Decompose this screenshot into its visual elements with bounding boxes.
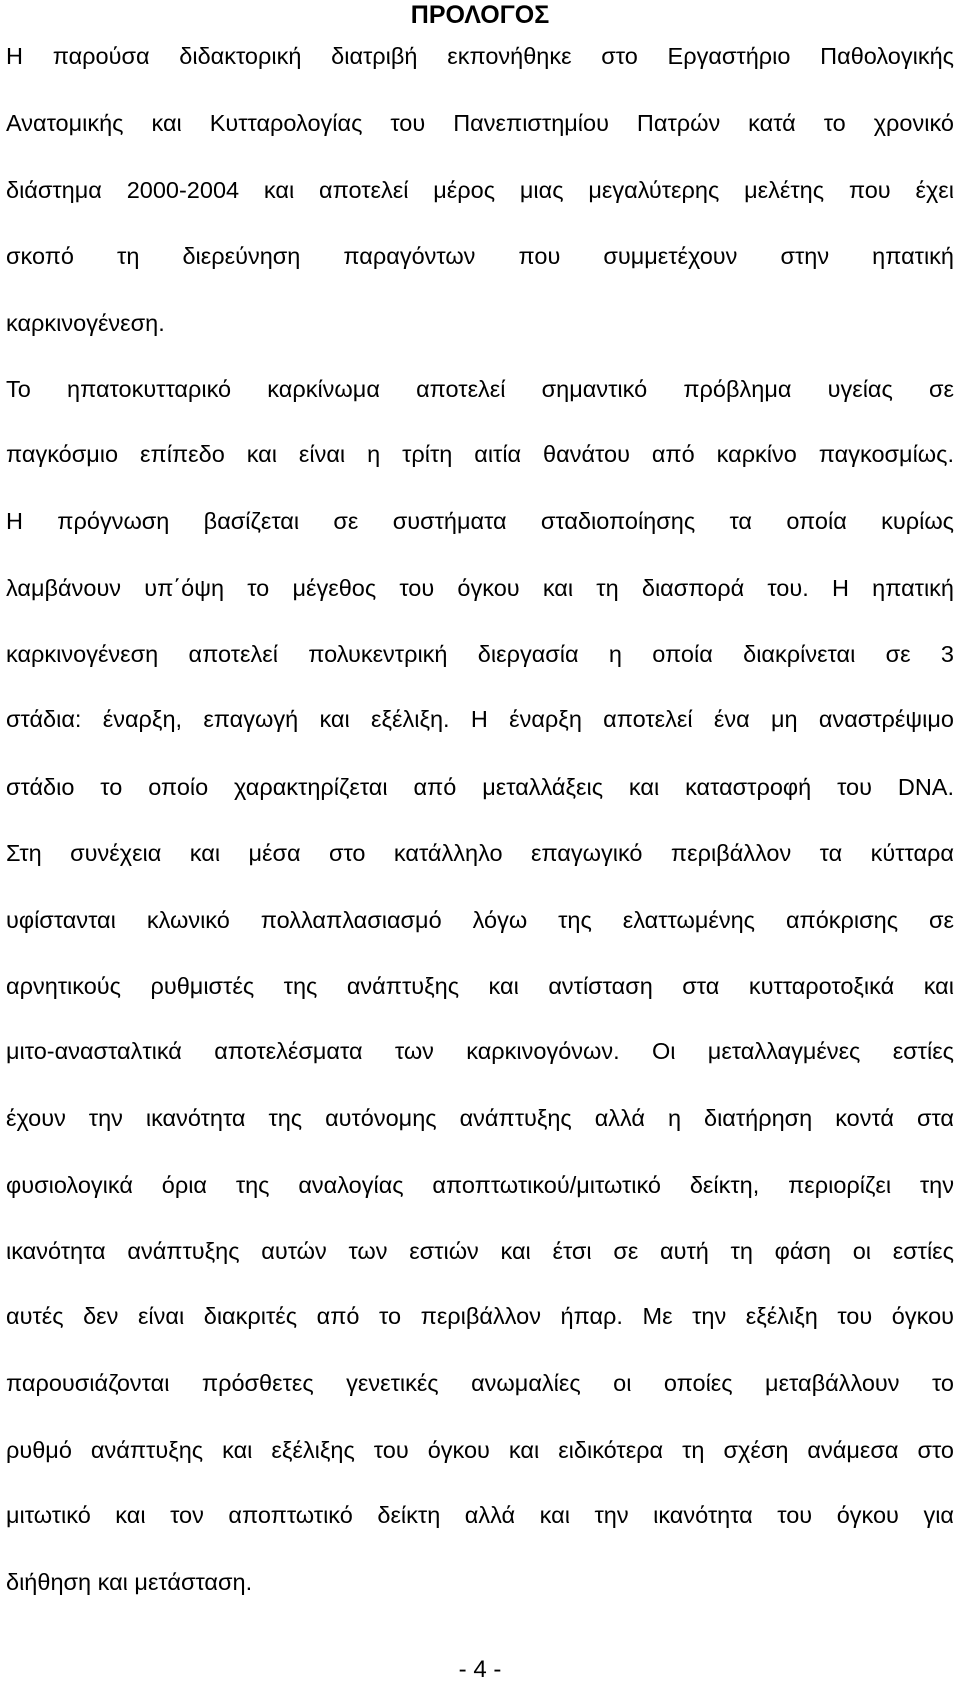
body-text-line: στάδιο το οποίο χαρακτηρίζεται από μεταλλάξεις και καταστροφή του DNA. — [6, 774, 954, 800]
body-text-line: διήθηση και μετάσταση. — [6, 1569, 253, 1595]
body-text-line: αρνητικούς ρυθμιστές της ανάπτυξης και αντίσταση στα κυτταροτοξικά και — [6, 973, 954, 999]
body-text-line: Η παρούσα διδακτορική διατριβή εκπονήθηκε στο Εργαστήριο Παθολογικής — [6, 43, 954, 69]
body-text-line: υφίστανται κλωνικό πολλαπλασιασμό λόγω της ελαττωμένης απόκρισης σε — [6, 907, 954, 933]
body-text-line: έχουν την ικανότητα της αυτόνομης ανάπτυξης αλλά η διατήρηση κοντά στα — [6, 1105, 954, 1131]
body-text-line: φυσιολογικά όρια της αναλογίας αποπτωτικού/μιτωτικό δείκτη, περιορίζει την — [6, 1172, 954, 1198]
body-text-line: σκοπό τη διερεύνηση παραγόντων που συμμετέχουν στην ηπατική — [6, 243, 954, 269]
body-text-line: παγκόσμιο επίπεδο και είναι η τρίτη αιτία θανάτου από καρκίνο παγκοσμίως. — [6, 441, 954, 467]
body-text-line: διάστημα 2000-2004 και αποτελεί μέρος μιας μεγαλύτερης μελέτης που έχει — [6, 177, 954, 203]
body-text-line: μιτο-ανασταλτικά αποτελέσματα των καρκινογόνων. Οι μεταλλαγμένες εστίες — [6, 1038, 954, 1064]
page-title: ΠΡΟΛΟΓΟΣ — [410, 1, 550, 29]
body-text-line: ρυθμό ανάπτυξης και εξέλιξης του όγκου και ειδικότερα τη σχέση ανάμεσα στο — [6, 1437, 954, 1463]
body-text-line: μιτωτικό και τον αποπτωτικό δείκτη αλλά και την ικανότητα του όγκου για — [6, 1502, 954, 1528]
body-text-line: αυτές δεν είναι διακριτές από το περιβάλλον ήπαρ. Με την εξέλιξη του όγκου — [6, 1303, 954, 1329]
body-text-line: Στη συνέχεια και μέσα στο κατάλληλο επαγωγικό περιβάλλον τα κύτταρα — [6, 840, 954, 866]
body-text-line: λαμβάνουν υπ΄όψη το μέγεθος του όγκου και τη διασπορά του. Η ηπατική — [6, 575, 954, 601]
body-text-line: ικανότητα ανάπτυξης αυτών των εστιών και έτσι σε αυτή τη φάση οι εστίες — [6, 1238, 954, 1264]
body-text-line: Ανατομικής και Κυτταρολογίας του Πανεπιστημίου Πατρών κατά το χρονικό — [6, 110, 954, 136]
body-text-line: Η πρόγνωση βασίζεται σε συστήματα σταδιοποίησης τα οποία κυρίως — [6, 508, 954, 534]
body-text-line: παρουσιάζονται πρόσθετες γενετικές ανωμαλίες οι οποίες μεταβάλλουν το — [6, 1370, 954, 1396]
body-text-line: Το ηπατοκυτταρικό καρκίνωμα αποτελεί σημαντικό πρόβλημα υγείας σε — [6, 376, 954, 402]
body-text-line: καρκινογένεση αποτελεί πολυκεντρική διεργασία η οποία διακρίνεται σε 3 — [6, 641, 954, 667]
page-number: - 4 - — [458, 1656, 502, 1683]
body-text-line: καρκινογένεση. — [6, 310, 165, 336]
body-text-line: στάδια: έναρξη, επαγωγή και εξέλιξη. Η έναρξη αποτελεί ένα μη αναστρέψιμο — [6, 706, 954, 732]
